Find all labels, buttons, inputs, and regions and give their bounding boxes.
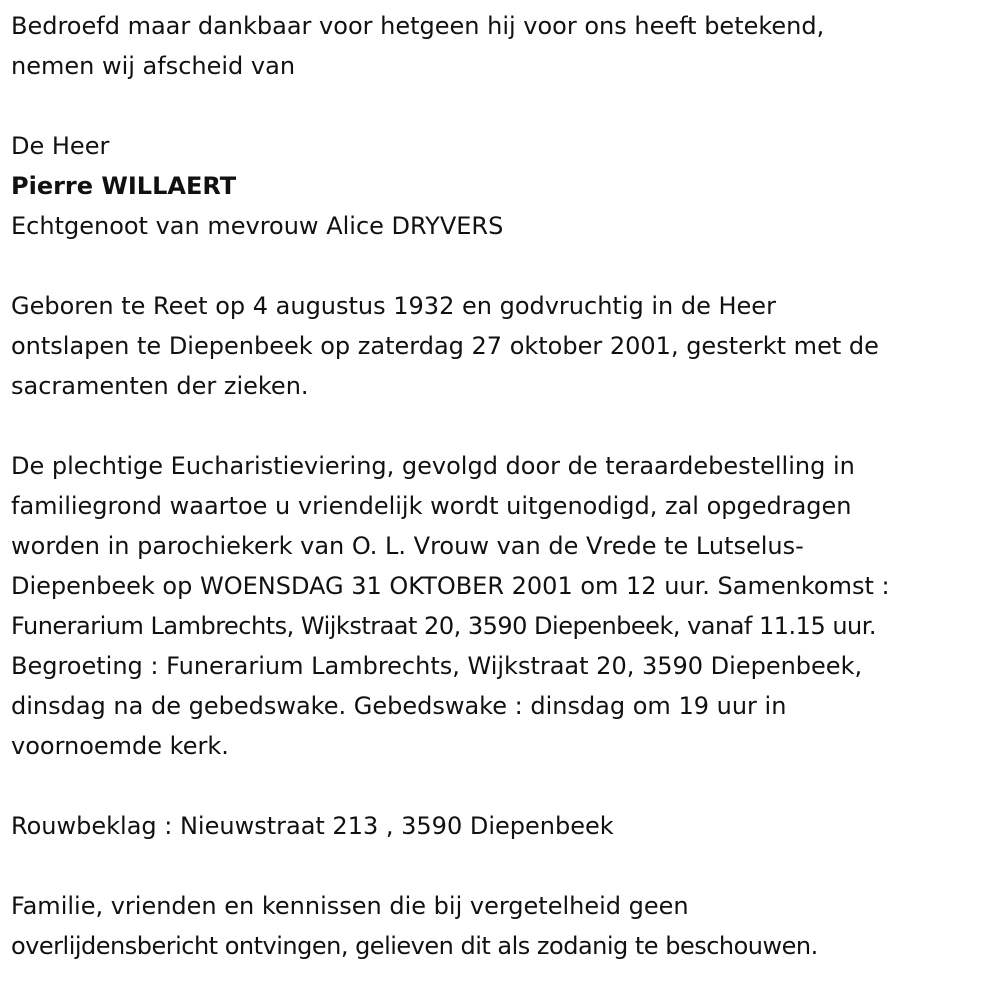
obituary-notice (11, 6, 991, 966)
spacer (11, 846, 991, 886)
birth-death-line-2: ontslapen te Diepenbeek op zaterdag 27 oktober 2001, gesterkt met de (11, 332, 879, 360)
birth-death-line-1: Geboren te Reet op 4 augustus 1932 en godvruchtig in de Heer (11, 292, 776, 320)
spacer (11, 766, 991, 806)
ceremony-line: De plechtige Eucharistieviering, gevolgd door de teraardebestelling in (11, 452, 855, 480)
spacer (11, 246, 991, 286)
closing-paragraph (11, 886, 991, 966)
spacer (11, 86, 991, 126)
ceremony-line: worden in parochiekerk van O. L. Vrouw van de Vrede te Lutselus- (11, 532, 804, 560)
condolences-paragraph (11, 806, 991, 846)
ceremony-line: Funerarium Lambrechts, Wijkstraat 20, 3590 Diepenbeek, vanaf 11.15 uur. (11, 612, 877, 640)
closing-line-2: overlijdensbericht ontvingen, gelieven dit als zodanig te beschouwen. (11, 932, 818, 960)
deceased-name: Pierre WILLAERT (11, 172, 237, 200)
spacer (11, 406, 991, 446)
intro-paragraph (11, 6, 991, 86)
ceremony-line: dinsdag na de gebedswake. Gebedswake : dinsdag om 19 uur in (11, 692, 787, 720)
ceremony-paragraph (11, 446, 991, 766)
ceremony-line: Diepenbeek op WOENSDAG 31 OKTOBER 2001 om 12 uur. Samenkomst : (11, 572, 890, 600)
birth-death-paragraph (11, 286, 991, 406)
deceased-block (11, 126, 991, 246)
closing-line-1: Familie, vrienden en kennissen die bij vergetelheid geen (11, 892, 689, 920)
intro-line-1: Bedroefd maar dankbaar voor hetgeen hij voor ons heeft betekend, (11, 12, 825, 40)
deceased-title: De Heer (11, 132, 110, 160)
birth-death-line-3: sacramenten der zieken. (11, 372, 309, 400)
deceased-spouse: Echtgenoot van mevrouw Alice DRYVERS (11, 212, 504, 240)
ceremony-line: Begroeting : Funerarium Lambrechts, Wijkstraat 20, 3590 Diepenbeek, (11, 652, 863, 680)
condolences-address: Rouwbeklag : Nieuwstraat 213 , 3590 Diepenbeek (11, 812, 614, 840)
ceremony-line: familiegrond waartoe u vriendelijk wordt uitgenodigd, zal opgedragen (11, 492, 852, 520)
ceremony-line: voornoemde kerk. (11, 732, 229, 760)
intro-line-2: nemen wij afscheid van (11, 52, 296, 80)
